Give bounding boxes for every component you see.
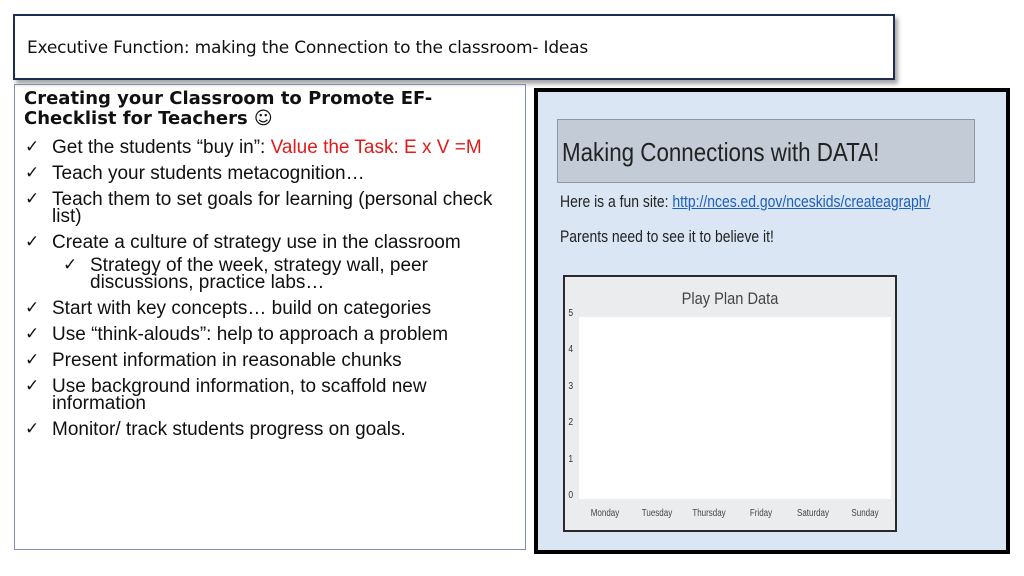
slide-title: Executive Function: making the Connection to the classroom- Ideas xyxy=(27,38,589,58)
checkmark-icon: ✓ xyxy=(25,232,40,252)
data-panel xyxy=(534,88,1010,554)
checklist-heading: Creating your Classroom to Promote EF- Checklist for Teachers ☺ xyxy=(24,88,433,129)
slide-title-box xyxy=(13,14,895,80)
checklist-item xyxy=(15,326,525,343)
x-tick-label: Monday xyxy=(590,508,620,519)
fun-site-link[interactable]: http://nces.ed.gov/nceskids/createagraph/ xyxy=(672,192,931,211)
checklist-item xyxy=(15,234,525,251)
checklist-item xyxy=(15,165,525,182)
checklist-item-text: Use “think-alouds”: help to approach a problem xyxy=(52,324,449,345)
y-tick-label: 5 xyxy=(568,308,574,319)
checklist-item xyxy=(15,139,525,156)
fun-site-line xyxy=(560,192,930,212)
checklist-item-text: Present information in reasonable chunks xyxy=(52,350,402,371)
data-header-text: Making Connections with DATA! xyxy=(562,137,880,167)
x-tick-label: Saturday xyxy=(796,508,830,519)
checklist-item-text: Strategy of the week, strategy wall, peer discussions, practice labs… xyxy=(90,255,428,293)
checklist-item-text: Monitor/ track students progress on goals. xyxy=(52,419,406,440)
y-tick-label: 2 xyxy=(568,417,574,429)
checklist-item-text: Teach your students metacognition… xyxy=(52,163,365,184)
checkmark-icon: ✓ xyxy=(25,137,40,157)
checklist-item xyxy=(15,352,525,369)
play-plan-chart xyxy=(563,275,897,532)
checklist-subitem xyxy=(15,257,525,291)
checkmark-icon: ✓ xyxy=(25,376,40,396)
checklist-item-text: Get the students “buy in”: xyxy=(52,137,271,158)
checkmark-icon: ✓ xyxy=(25,324,40,344)
x-tick-label: Tuesday xyxy=(641,508,673,519)
x-tick-label: Friday xyxy=(749,508,773,519)
x-tick-label: Sunday xyxy=(851,508,879,519)
checkmark-icon: ✓ xyxy=(25,298,40,318)
chart-plot-area xyxy=(579,317,891,499)
checkmark-icon: ✓ xyxy=(25,163,40,183)
checklist-item-text: Create a culture of strategy use in the classroom xyxy=(52,232,461,253)
checklist-item-text: Use background information, to scaffold new information xyxy=(52,376,427,414)
checklist-item-highlight: Value the Task: E x V =M xyxy=(270,137,482,158)
chart-title: Play Plan Data xyxy=(681,289,779,308)
checkmark-icon: ✓ xyxy=(63,255,78,275)
data-header xyxy=(557,119,975,183)
checklist-item-text: Teach them to set goals for learning (personal check list) xyxy=(52,189,493,227)
y-tick-label: 3 xyxy=(568,380,574,392)
checkmark-icon: ✓ xyxy=(25,419,40,439)
checklist-item xyxy=(15,300,525,317)
x-tick-label: Thursday xyxy=(692,508,726,519)
y-tick-label: 0 xyxy=(568,490,574,501)
y-tick-label: 1 xyxy=(568,453,574,465)
checklist-panel xyxy=(14,84,526,550)
checklist-item-text: Start with key concepts… build on categories xyxy=(52,298,432,319)
checklist-items xyxy=(15,139,525,447)
checklist-item xyxy=(15,378,525,412)
fun-site-label: Here is a fun site: xyxy=(560,192,673,211)
checklist-item xyxy=(15,191,525,225)
checkmark-icon: ✓ xyxy=(25,189,40,209)
checklist-item xyxy=(15,421,525,438)
y-tick-label: 4 xyxy=(568,344,574,356)
checkmark-icon: ✓ xyxy=(25,350,40,370)
parents-text: Parents need to see it to believe it! xyxy=(560,227,774,246)
